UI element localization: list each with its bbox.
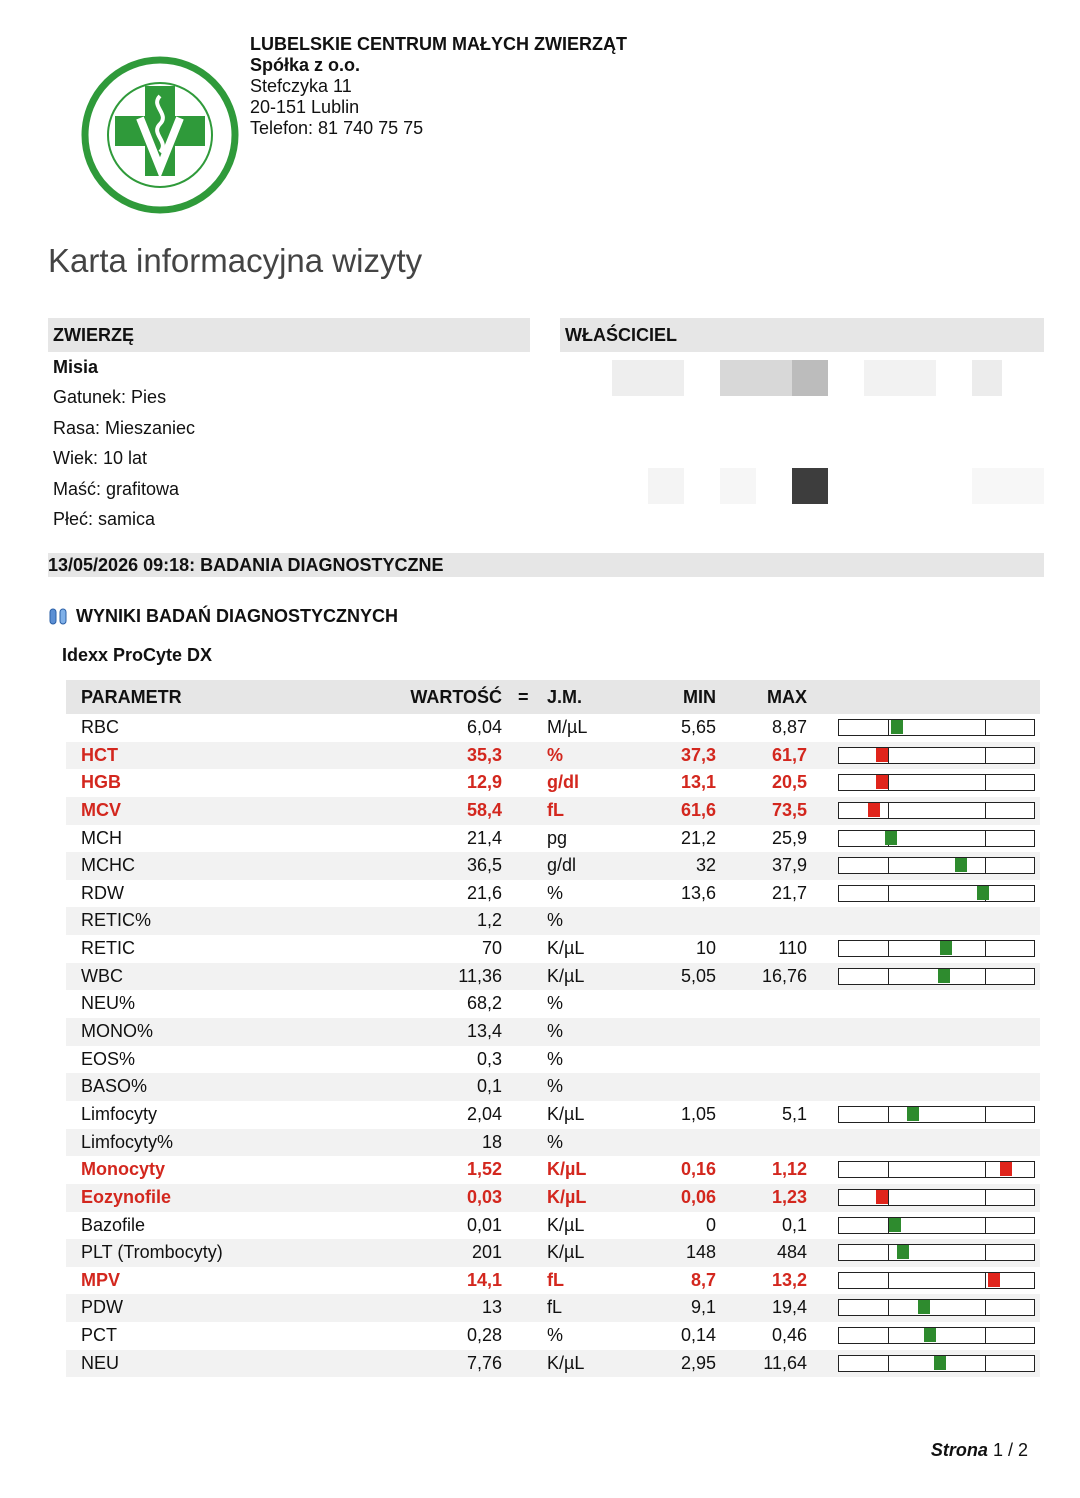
footer-label: Strona	[930, 1440, 988, 1460]
table-row	[66, 907, 1040, 935]
param-cell: MCHC	[81, 855, 135, 876]
min-cell: 5,05	[680, 965, 716, 986]
gauge-marker	[907, 1107, 919, 1121]
value-cell: 21,4	[466, 827, 502, 848]
range-gauge	[838, 719, 1035, 736]
table-row	[66, 935, 1040, 963]
unit-cell: %	[547, 1048, 564, 1069]
unit-cell: %	[547, 1131, 564, 1152]
unit-cell: K/µL	[547, 965, 585, 986]
max-cell: 21,7	[771, 882, 807, 903]
max-cell: 8,87	[771, 717, 807, 737]
max-cell: 19,4	[771, 1297, 807, 1318]
value-cell: 68,2	[466, 993, 502, 1014]
page-title: Karta informacyjna wizyty	[48, 242, 423, 279]
table-row	[66, 797, 1040, 825]
footer-page: 1	[992, 1440, 1003, 1460]
col-max: MAX	[767, 687, 807, 707]
visit-heading: 13/05/2026 09:18: BADANIA DIAGNOSTYCZNE	[48, 553, 1044, 577]
param-cell: WBC	[81, 965, 123, 986]
gauge-tick	[985, 747, 987, 763]
min-cell: 13,6	[680, 882, 716, 903]
unit-cell: K/µL	[547, 1352, 585, 1373]
gauge-tick	[888, 1189, 890, 1205]
animal-details	[53, 352, 195, 534]
gauge-tick	[985, 1217, 987, 1233]
range-gauge	[838, 885, 1035, 902]
gauge-tick	[888, 719, 890, 735]
value-cell: 11,36	[458, 965, 502, 986]
range-gauge	[838, 1299, 1035, 1316]
gauge-marker	[868, 803, 880, 817]
table-row	[66, 990, 1040, 1018]
table-row	[66, 769, 1040, 797]
range-gauge	[838, 1161, 1035, 1178]
min-cell: 2,95	[680, 1352, 716, 1373]
gauge-tick	[985, 857, 987, 873]
gauge-tick	[985, 940, 987, 956]
value-cell: 0,1	[476, 1076, 502, 1097]
gauge-marker	[876, 775, 888, 789]
col-min: MIN	[683, 687, 716, 707]
gauge-marker	[924, 1328, 936, 1342]
max-cell: 5,1	[781, 1103, 807, 1124]
max-cell: 0,1	[781, 1214, 807, 1235]
max-cell: 0,46	[771, 1325, 807, 1346]
gauge-tick	[888, 1272, 890, 1288]
gauge-tick	[985, 719, 987, 735]
unit-cell: K/µL	[547, 1159, 587, 1180]
gauge-tick	[888, 1327, 890, 1343]
animal-sex: Płeć: samica	[53, 509, 156, 530]
unit-cell: fL	[547, 1297, 563, 1318]
gauge-marker	[940, 941, 952, 955]
value-cell: 36,5	[466, 855, 502, 876]
param-cell: Limfocyty%	[81, 1131, 174, 1152]
col-eq: =	[518, 687, 529, 707]
max-cell: 20,5	[771, 772, 807, 793]
max-cell: 25,9	[771, 827, 807, 848]
unit-cell: g/dl	[547, 772, 579, 793]
table-row	[66, 1046, 1040, 1074]
gauge-marker	[918, 1300, 930, 1314]
max-cell: 484	[776, 1242, 807, 1263]
animal-breed: Rasa: Mieszaniec	[53, 417, 196, 438]
unit-cell: %	[547, 1325, 564, 1346]
unit-cell: %	[547, 1021, 564, 1042]
table-row	[66, 1129, 1040, 1157]
table-row	[66, 714, 1040, 742]
range-gauge	[838, 830, 1035, 847]
param-cell: HCT	[81, 744, 118, 765]
param-cell: RETIC	[81, 938, 135, 959]
gauge-tick	[985, 1161, 987, 1177]
unit-cell: %	[547, 993, 564, 1014]
animal-color: Maść: grafitowa	[53, 478, 180, 499]
redaction-block	[792, 468, 828, 504]
redaction-block	[720, 468, 756, 504]
clinic-name: LUBELSKIE CENTRUM MAŁYCH ZWIERZĄT	[250, 34, 627, 54]
param-cell: Bazofile	[81, 1214, 146, 1235]
unit-cell: fL	[547, 799, 564, 820]
gauge-marker	[938, 969, 950, 983]
value-cell: 2,04	[466, 1103, 502, 1124]
table-row	[66, 1073, 1040, 1101]
clinic-company: Spółka z o.o.	[250, 55, 361, 75]
min-cell: 10	[695, 938, 716, 959]
unit-cell: %	[547, 882, 564, 903]
value-cell: 1,2	[476, 910, 502, 931]
min-cell: 32	[695, 855, 716, 876]
gauge-marker	[876, 1190, 888, 1204]
clinic-phone: Telefon: 81 740 75 75	[250, 118, 424, 138]
animal-name: Misia	[53, 357, 99, 377]
gauge-marker	[889, 1218, 901, 1232]
device-name: Idexx ProCyte DX	[62, 645, 213, 665]
table-row	[66, 880, 1040, 908]
results-table-header	[66, 680, 1040, 714]
gauge-tick	[888, 747, 890, 763]
min-cell: 0,16	[680, 1159, 716, 1180]
animal-species: Gatunek: Pies	[53, 387, 167, 408]
table-row	[66, 1294, 1040, 1322]
table-row	[66, 852, 1040, 880]
value-cell: 14,1	[466, 1269, 502, 1290]
redaction-block	[972, 468, 1044, 504]
param-cell: Limfocyty	[81, 1103, 158, 1124]
unit-cell: K/µL	[547, 1214, 585, 1235]
unit-cell: K/µL	[547, 938, 585, 959]
test-tubes-icon	[48, 607, 70, 627]
results-title	[48, 606, 398, 627]
max-cell: 1,23	[771, 1186, 807, 1207]
min-cell: 13,1	[680, 772, 716, 793]
min-cell: 148	[685, 1242, 716, 1263]
value-cell: 0,01	[466, 1214, 502, 1235]
gauge-tick	[888, 774, 890, 790]
table-row	[66, 1267, 1040, 1295]
unit-cell: K/µL	[547, 1103, 585, 1124]
param-cell: Monocyty	[81, 1159, 166, 1180]
range-gauge	[838, 802, 1035, 819]
results-table	[66, 680, 1040, 1377]
value-cell: 13,4	[466, 1021, 502, 1042]
value-cell: 70	[481, 938, 502, 959]
table-row	[66, 742, 1040, 770]
max-cell: 37,9	[771, 855, 807, 876]
footer-total: / 2	[1007, 1440, 1028, 1460]
gauge-tick	[985, 968, 987, 984]
param-cell: EOS%	[81, 1048, 136, 1069]
min-cell: 5,65	[680, 717, 716, 737]
min-cell: 0	[705, 1214, 716, 1235]
max-cell: 16,76	[761, 965, 807, 986]
param-cell: BASO%	[81, 1076, 148, 1097]
gauge-tick	[985, 1355, 987, 1371]
clinic-street: Stefczyka 11	[250, 76, 352, 96]
gauge-marker	[955, 858, 967, 872]
range-gauge	[838, 940, 1035, 957]
gauge-tick	[985, 1189, 987, 1205]
unit-cell: %	[547, 744, 564, 765]
results-table-body	[66, 714, 1040, 1377]
range-gauge	[838, 747, 1035, 764]
table-row	[66, 1018, 1040, 1046]
value-cell: 1,52	[466, 1159, 502, 1180]
gauge-tick	[985, 1327, 987, 1343]
gauge-tick	[985, 1272, 987, 1288]
param-cell: MPV	[81, 1269, 121, 1290]
value-cell: 0,3	[476, 1048, 502, 1069]
results-title-text: WYNIKI BADAŃ DIAGNOSTYCZNYCH	[76, 606, 398, 626]
redaction-block	[864, 360, 936, 396]
range-gauge	[838, 1272, 1035, 1289]
redaction-block	[612, 360, 684, 396]
range-gauge	[838, 1327, 1035, 1344]
gauge-tick	[985, 1244, 987, 1260]
clinic-logo	[80, 56, 240, 214]
param-cell: MONO%	[81, 1021, 153, 1042]
min-cell: 9,1	[690, 1297, 716, 1318]
value-cell: 12,9	[466, 772, 502, 793]
gauge-marker	[891, 720, 903, 734]
table-row	[66, 963, 1040, 991]
table-row	[66, 1101, 1040, 1129]
gauge-tick	[985, 830, 987, 846]
animal-section-header: ZWIERZĘ	[48, 318, 530, 352]
animal-age: Wiek: 10 lat	[53, 448, 148, 469]
table-row	[66, 1184, 1040, 1212]
range-gauge	[838, 857, 1035, 874]
value-cell: 18	[481, 1131, 502, 1152]
col-value: WARTOŚĆ	[410, 687, 502, 707]
owner-section-header: WŁAŚCICIEL	[560, 318, 1044, 352]
value-cell: 201	[471, 1242, 502, 1263]
gauge-marker	[977, 886, 989, 900]
param-cell: HGB	[81, 772, 121, 793]
gauge-tick	[985, 1299, 987, 1315]
value-cell: 13	[481, 1297, 502, 1318]
min-cell: 37,3	[680, 744, 716, 765]
value-cell: 6,04	[466, 717, 502, 737]
min-cell: 0,06	[680, 1186, 716, 1207]
gauge-tick	[888, 857, 890, 873]
param-cell: PDW	[81, 1297, 123, 1318]
page-footer	[931, 1440, 1028, 1461]
value-cell: 35,3	[466, 744, 502, 765]
min-cell: 61,6	[680, 799, 716, 820]
range-gauge	[838, 1217, 1035, 1234]
col-unit: J.M.	[547, 687, 583, 707]
unit-cell: %	[547, 910, 564, 931]
unit-cell: g/dl	[547, 855, 577, 876]
value-cell: 21,6	[466, 882, 502, 903]
gauge-tick	[888, 885, 890, 901]
param-cell: RETIC%	[81, 910, 152, 931]
unit-cell: pg	[547, 827, 568, 848]
unit-cell: K/µL	[547, 1186, 587, 1207]
redaction-block	[720, 360, 792, 396]
min-cell: 21,2	[680, 827, 716, 848]
redaction-block	[972, 360, 1002, 396]
gauge-marker	[934, 1356, 946, 1370]
gauge-tick	[888, 1355, 890, 1371]
min-cell: 1,05	[680, 1103, 716, 1124]
table-row	[66, 825, 1040, 853]
max-cell: 73,5	[771, 799, 807, 820]
gauge-tick	[985, 1106, 987, 1122]
param-cell: NEU%	[81, 993, 136, 1014]
gauge-marker	[897, 1245, 909, 1259]
gauge-marker	[885, 831, 897, 845]
param-cell: MCV	[81, 799, 121, 820]
range-gauge	[838, 1244, 1035, 1261]
max-cell: 11,64	[763, 1352, 807, 1373]
max-cell: 13,2	[771, 1269, 807, 1290]
param-cell: PLT (Trombocyty)	[81, 1242, 223, 1263]
min-cell: 0,14	[680, 1325, 716, 1346]
param-cell: MCH	[81, 827, 122, 848]
max-cell: 110	[778, 938, 807, 959]
gauge-marker	[1000, 1162, 1012, 1176]
clinic-address	[250, 34, 627, 139]
unit-cell: K/µL	[547, 1242, 585, 1263]
unit-cell: fL	[547, 1269, 564, 1290]
param-cell: RBC	[81, 717, 120, 737]
table-row	[66, 1322, 1040, 1350]
value-cell: 0,03	[466, 1186, 502, 1207]
value-cell: 0,28	[466, 1325, 502, 1346]
gauge-tick	[888, 940, 890, 956]
gauge-tick	[888, 1299, 890, 1315]
range-gauge	[838, 1189, 1035, 1206]
redaction-block	[792, 360, 828, 396]
gauge-marker	[876, 748, 888, 762]
clinic-city: 20-151 Lublin	[250, 97, 360, 117]
gauge-marker	[988, 1273, 1000, 1287]
table-row	[66, 1350, 1040, 1378]
gauge-tick	[888, 968, 890, 984]
unit-cell: %	[547, 1076, 564, 1097]
value-cell: 58,4	[466, 799, 502, 820]
range-gauge	[838, 1106, 1035, 1123]
range-gauge	[838, 1355, 1035, 1372]
redaction-block	[648, 468, 684, 504]
table-row	[66, 1239, 1040, 1267]
value-cell: 7,76	[466, 1352, 502, 1373]
max-cell: 1,12	[771, 1159, 807, 1180]
table-row	[66, 1156, 1040, 1184]
range-gauge	[838, 968, 1035, 985]
param-cell: RDW	[81, 882, 124, 903]
gauge-tick	[888, 1106, 890, 1122]
table-row	[66, 1212, 1040, 1240]
max-cell: 61,7	[771, 744, 807, 765]
param-cell: PCT	[81, 1325, 117, 1346]
param-cell: NEU	[81, 1352, 120, 1373]
gauge-tick	[888, 802, 890, 818]
gauge-tick	[888, 1161, 890, 1177]
param-cell: Eozynofile	[81, 1186, 172, 1207]
col-param: PARAMETR	[81, 687, 182, 707]
min-cell: 8,7	[690, 1269, 716, 1290]
range-gauge	[838, 774, 1035, 791]
gauge-tick	[888, 1244, 890, 1260]
gauge-tick	[985, 802, 987, 818]
gauge-tick	[985, 774, 987, 790]
unit-cell: M/µL	[547, 717, 588, 737]
